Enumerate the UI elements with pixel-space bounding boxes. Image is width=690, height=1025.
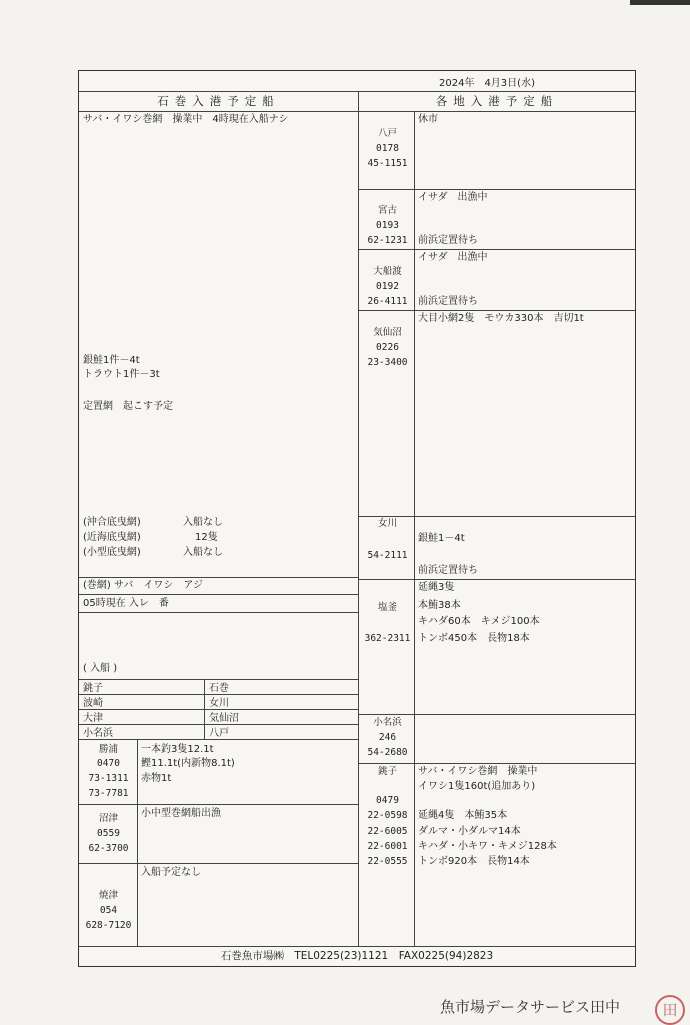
onagawa-line: 前浜定置待ち bbox=[418, 565, 478, 576]
top-edge-shadow bbox=[630, 0, 690, 5]
left-header: 石巻入港予定船 bbox=[157, 94, 280, 108]
rule bbox=[79, 739, 358, 740]
miyako-line: 前浜定置待ち bbox=[418, 235, 478, 246]
divider bbox=[137, 739, 138, 946]
rule bbox=[79, 577, 358, 578]
port-tel: 0470 bbox=[97, 758, 120, 769]
port-tel: 73-1311 bbox=[88, 773, 129, 784]
port-tel: 26-4111 bbox=[367, 296, 408, 307]
port-tel: 0178 bbox=[376, 143, 399, 154]
port-tel: 0226 bbox=[376, 342, 399, 353]
choshi-line: キハダ・小キワ・キメジ128本 bbox=[418, 841, 557, 852]
port-tel: 23-3400 bbox=[367, 357, 408, 368]
nyusen-port: 石巻 bbox=[209, 683, 229, 694]
port-tel: 22-0555 bbox=[367, 856, 408, 867]
port-tel: 628-7120 bbox=[85, 920, 132, 931]
divider bbox=[358, 91, 359, 946]
port-name: 焼津 bbox=[98, 890, 118, 901]
trawl-value: 入船なし bbox=[183, 547, 223, 558]
port-name: 八戸 bbox=[377, 128, 397, 139]
port-tel: 62-3700 bbox=[88, 843, 129, 854]
left-intro: サバ・イワシ巻網 操業中 4時現在入船ナシ bbox=[83, 114, 289, 125]
port-tel: 0193 bbox=[376, 220, 399, 231]
miyako-line: イサダ 出漁中 bbox=[418, 192, 488, 203]
rule bbox=[358, 310, 635, 311]
port-name: 大船渡 bbox=[373, 266, 402, 277]
rule bbox=[79, 946, 635, 947]
divider bbox=[414, 111, 415, 714]
makiami-order: 05時現在 入レ 番 bbox=[83, 598, 169, 609]
makiami-title: (巻網) サバ イワシ アジ bbox=[83, 580, 203, 591]
rule bbox=[79, 724, 358, 725]
port-name: 宮古 bbox=[377, 205, 397, 216]
hachinohe-line: 休市 bbox=[418, 114, 438, 125]
port-tel: 73-7781 bbox=[88, 788, 129, 799]
trawl-value: 12隻 bbox=[195, 532, 218, 543]
port-tel: 362-2311 bbox=[364, 633, 411, 644]
nyusen-title: ( 入船 ) bbox=[83, 663, 118, 674]
rule bbox=[358, 189, 635, 190]
catch-2: トラウト1件－3t bbox=[83, 369, 160, 380]
port-tel: 22-6001 bbox=[367, 841, 408, 852]
kesennuma-line: 大目小網2隻 モウカ330本 吉切1t bbox=[418, 313, 584, 324]
shiogama-line: 本鮪38本 bbox=[418, 600, 461, 611]
port-name: 銚子 bbox=[377, 766, 397, 777]
katsuura-line: 一本釣3隻12.1t bbox=[141, 744, 214, 755]
port-name: 女川 bbox=[377, 518, 397, 529]
port-name: 沼津 bbox=[98, 813, 118, 824]
shiogama-line: キハダ60本 キメジ100本 bbox=[418, 616, 540, 627]
ofunato-line: イサダ 出漁中 bbox=[418, 252, 488, 263]
port-tel: 54-2680 bbox=[367, 747, 408, 758]
choshi-line: イワシ1隻160t(追加あり) bbox=[418, 781, 536, 792]
rule bbox=[358, 714, 635, 715]
nyusen-port: 気仙沼 bbox=[209, 713, 239, 724]
rule bbox=[79, 709, 358, 710]
shiogama-line: 延縄3隻 bbox=[418, 582, 455, 593]
rule bbox=[79, 804, 358, 805]
rule bbox=[79, 863, 358, 864]
rule bbox=[358, 249, 635, 250]
port-tel: 246 bbox=[378, 732, 397, 743]
rule bbox=[79, 111, 635, 112]
rule bbox=[79, 694, 358, 695]
choshi-line: トンボ920本 長物14本 bbox=[418, 856, 530, 867]
port-name: 塩釜 bbox=[377, 602, 397, 613]
rule bbox=[79, 612, 358, 613]
nyusen-port: 八戸 bbox=[209, 728, 229, 739]
ofunato-line: 前浜定置待ち bbox=[418, 296, 478, 307]
choshi-line: ダルマ・小ダルマ14本 bbox=[418, 826, 521, 837]
market-footer: 石巻魚市場㈱ TEL0225(23)1121 FAX0225(94)2823 bbox=[220, 950, 494, 962]
seal-stamp: 田 bbox=[655, 995, 685, 1025]
port-tel: 0192 bbox=[376, 281, 399, 292]
port-name: 小名浜 bbox=[373, 717, 402, 728]
report-sheet bbox=[78, 70, 636, 967]
rule bbox=[79, 91, 635, 92]
trawl-label: (近海底曳網) bbox=[83, 532, 141, 543]
trawl-label: (小型底曳網) bbox=[83, 547, 141, 558]
report-date: 2024年 4月3日(水) bbox=[439, 78, 535, 89]
katsuura-line: 赤物1t bbox=[141, 773, 172, 784]
shiogama-line: トンボ450本 長物18本 bbox=[418, 633, 530, 644]
nyusen-port: 小名浜 bbox=[83, 728, 113, 739]
numazu-line: 小中型巻網船出漁 bbox=[141, 808, 221, 819]
catch-1: 銀鮭1件－4t bbox=[83, 355, 140, 366]
choshi-line: 延縄4隻 本鮪35本 bbox=[418, 810, 508, 821]
port-name: 気仙沼 bbox=[373, 327, 402, 338]
trawl-value: 入船なし bbox=[183, 517, 223, 528]
nyusen-port: 銚子 bbox=[83, 683, 103, 694]
nyusen-port: 波崎 bbox=[83, 698, 103, 709]
teichi-note: 定置網 起こす予定 bbox=[83, 401, 173, 412]
yaizu-line: 入船予定なし bbox=[141, 867, 201, 878]
port-tel: 054 bbox=[99, 905, 118, 916]
signature: 魚市場データサービス田中 bbox=[440, 998, 621, 1016]
trawl-label: (沖合底曳網) bbox=[83, 517, 141, 528]
rule bbox=[358, 579, 635, 580]
choshi-line: サバ・イワシ巻網 操業中 bbox=[418, 766, 538, 777]
port-tel: 22-6005 bbox=[367, 826, 408, 837]
port-tel: 0479 bbox=[376, 795, 399, 806]
port-tel: 22-0598 bbox=[367, 810, 408, 821]
nyusen-port: 大津 bbox=[83, 713, 103, 724]
nyusen-port: 女川 bbox=[209, 698, 229, 709]
rule bbox=[358, 763, 635, 764]
onagawa-line: 銀鮭1－4t bbox=[418, 533, 465, 544]
port-tel: 62-1231 bbox=[367, 235, 408, 246]
port-name: 勝浦 bbox=[98, 744, 118, 755]
port-tel: 45-1151 bbox=[367, 158, 408, 169]
port-tel: 54-2111 bbox=[367, 550, 408, 561]
katsuura-line: 鰹11.1t(内新物8.1t) bbox=[141, 758, 235, 769]
port-tel: 0559 bbox=[97, 828, 120, 839]
right-header: 各地入港予定船 bbox=[435, 94, 559, 108]
rule bbox=[79, 594, 358, 595]
rule bbox=[79, 679, 358, 680]
